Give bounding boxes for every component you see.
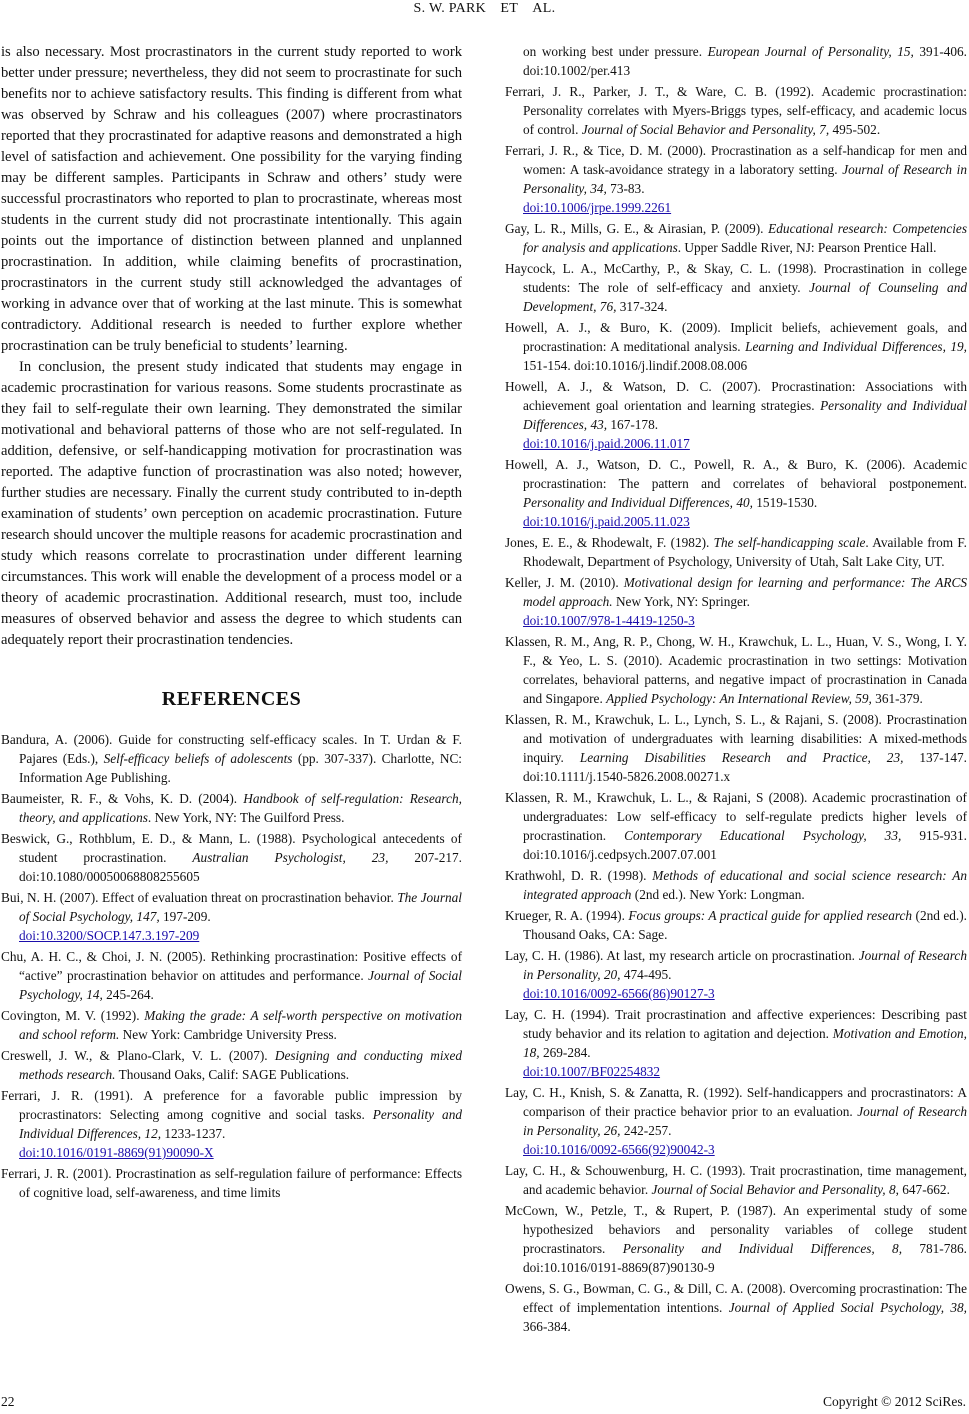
reference-entry [505,82,967,139]
reference-source-title: Methods of educational and social science research: An integrated approach [523,868,968,902]
doi-link[interactable]: doi:10.3200/SOCP.147.3.197-209 [19,928,200,943]
reference-source-title: Handbook of self-regulation: Research, theory, and applications [19,791,462,825]
reference-text: Jones, E. E., & Rhodewalt, F. (1982). [505,535,714,550]
reference-text: Klassen, R. M., Krawchuk, L. L., & Rajani, S (2008). Academic procrastination of undergraduates: Low self-efficacy to self-regulate predicts higher levels of procrastination. [505,790,967,843]
reference-text: 167-178. [607,417,659,432]
reference-text: Lay, C. H. (1994). Trait procrastination and affective experiences: Describing past study behavior and its relation to agitation and dejection. [505,1007,967,1041]
reference-source-title: Journal of Research in Personality, 20, [523,948,967,982]
reference-text: 207-217. doi:10.1080/00050068808255605 [19,850,462,884]
reference-text: . Upper Saddle River, NJ: Pearson Prentice Hall. [677,240,937,255]
reference-text: on working best under pressure. [523,44,708,59]
reference-entry [505,632,967,708]
reference-entry [505,906,967,944]
reference-source-title: Learning Disabilities Research and Practice, 23, [579,750,904,765]
reference-source-title: Contemporary Educational Psychology, 33, [624,828,902,843]
reference-source-title: Journal of Research in Personality, 34, [523,162,967,196]
reference-entry [505,1279,967,1336]
body-paragraph: is also necessary. Most procrastinators in the current study reported to work better under pressure; nevertheless, they did not seem to procrastinate for such benefits nor to achieve satisfactory results. This finding is different from what was observed by Schraw and his colleagues (2007) where procrastinators reported that they procrastinated for adaptive reasons and demonstrated a high level of satisfaction and achievement. One possibility for the varying finding may be different samples. Participants in Schraw and others’ study were successful procrastinators who reported to plan to procrastinate, whereas most students in the current study did not procrastinate intentionally. This again points out the importance of distinction between planned and unplanned procrastination. In addition, while claiming benefits of procrastination, procrastinators in the current study still acknowledged the advantages of working in advance over that of working at the last minute. This is somewhat contradictory. Additional research is needed to further explore whether procrastination can be truly beneficial to students’ learning. [1,44,462,354]
reference-text: 73-83. [606,181,645,196]
reference-source-title: Motivational design for learning and performance: The ARCS model approach. [523,575,968,609]
reference-text: 1519-1530. [752,495,818,510]
reference-text: Howell, A. J., Watson, D. C., Powell, R. A., & Buro, K. (2006). Academic procrastination: The pattern and correlates of behavioral postponement. [505,457,967,491]
reference-text: 317-324. [616,299,668,314]
reference-text: Lay, C. H., & Schouwenburg, H. C. (1993). Trait procrastination, time management, and academic behavior. [505,1163,967,1197]
reference-entry [1,947,462,1004]
reference-text: , 647-662. [895,1182,950,1197]
reference-text: New York: Cambridge University Press. [119,1027,337,1042]
reference-text: 474-495. [620,967,672,982]
reference-text: Howell, A. J., & Buro, K. (2009). Implicit beliefs, achievement goals, and procrastination: A meditational analysis. [505,320,967,354]
reference-source-title: Educational research: Competencies for analysis and applications [523,221,968,255]
reference-entry [505,788,967,864]
left-column [1,42,462,1204]
reference-text: Klassen, R. M., Krawchuk, L. L., Lynch, S. L., & Rajani, S. (2008). Procrastination and motivation of undergraduates with learning disabilities: A mixed-methods inquiry. [505,712,967,765]
doi-link[interactable]: doi:10.1016/j.paid.2005.11.023 [523,514,690,529]
reference-text: (2nd ed.). Thousand Oaks, CA: Sage. [523,908,967,942]
reference-text: 366-384. [523,1319,571,1334]
reference-text: Krueger, R. A. (1994). [505,908,629,923]
doi-link[interactable]: doi:10.1016/0191-8869(91)90090-X [19,1145,214,1160]
reference-entry [505,946,967,1003]
reference-text: 361-379. [871,691,923,706]
reference-source-title: Personality and Individual Differences, 12, [19,1107,462,1141]
reference-source-title: Personality and Individual Differences, 43, [523,398,967,432]
reference-source-title: Australian Psychologist, 23, [192,850,389,865]
reference-entry [505,141,967,217]
reference-entry [1,888,462,945]
reference-text: (2nd ed.). New York: Longman. [631,887,805,902]
reference-text: Gay, L. R., Mills, G. E., & Airasian, P. (2009). [505,221,769,236]
reference-source-title: Journal of Social Behavior and Personality, 7, [581,122,830,137]
reference-entry [505,42,967,80]
reference-entry [505,455,967,531]
reference-list-right [505,42,967,1336]
reference-text: 269-284. [539,1045,591,1060]
reference-text: 197-209. [159,909,211,924]
reference-source-title: Journal of Applied Social Psychology, 38, [728,1300,967,1315]
reference-text: Howell, A. J., & Watson, D. C. (2007). Procrastination: Associations with achievement goal orientation and learning strategies. [505,379,967,413]
doi-link[interactable]: doi:10.1016/j.paid.2006.11.017 [523,436,690,451]
reference-text: 245-264. [102,987,154,1002]
reference-text: Creswell, J. W., & Plano-Clark, V. L. (2007). [1,1048,275,1063]
reference-entry [1,789,462,827]
page-number: 22 [1,1394,15,1409]
doi-link[interactable]: doi:10.1006/jrpe.1999.2261 [523,200,672,215]
reference-entry [505,377,967,453]
reference-text: 781-786. doi:10.1016/0191-8869(87)90130-9 [523,1241,968,1275]
reference-source-title: The Journal of Social Psychology, 147, [19,890,462,924]
reference-text: 242-257. [620,1123,672,1138]
reference-source-title: Self-efficacy beliefs of adolescents [103,751,293,766]
copyright-notice: Copyright © 2012 SciRes. [822,1394,966,1409]
reference-entry [505,710,967,786]
reference-text: Krathwohl, D. R. (1998). [505,868,653,883]
reference-source-title: Journal of Social Behavior and Personality, 8 [651,1182,896,1197]
reference-text: Ferrari, J. R. (1991). A preference for a favorable public impression by procrastinators: Selecting among cognitive and social tasks. [1,1088,462,1122]
reference-entry [505,1005,967,1081]
reference-text: Covington, M. V. (1992). [1,1008,145,1023]
reference-entry [505,866,967,904]
reference-source-title: European Journal of Personality, 15, [707,44,914,59]
body-paragraph: In conclusion, the present study indicated that students may engage in academic procrastination for various reasons. Some students procrastinate as they fail to self-regulate their own learning. They demonstrated the similar motivational and behavioral patterns of those who are not self-regulated. In addition, defensive, or self-handicapping motivation for procrastination was reported. The adaptive function of procrastination was also noted; however, further studies are necessary. Finally the current study contributed to in-depth examination of students’ own perception on academic procrastination. Future research should uncover the multiple reasons for academic procrastination and study which reasons correlate to procrastination under different learning circumstances. This work will enable the development of a process model or a theory of academic procrastination. Additional research, must too, include measures of observed behavior and assess the degree to which students can adequately report their procrastination tendencies. [1,359,462,648]
reference-text: Lay, C. H., Knish, S. & Zanatta, R. (1992). Self-handicappers and procrastinators: A comparison of their practice behavior prior to an evaluation. [505,1085,967,1119]
reference-entry [505,318,967,375]
reference-entry [1,1046,462,1084]
doi-link[interactable]: doi:10.1007/978-1-4419-1250-3 [523,613,695,628]
reference-entry [505,259,967,316]
reference-source-title: Journal of Research in Personality, 26, [523,1104,968,1138]
reference-source-title: Personality and Individual Differences, 40, [523,495,753,510]
reference-text: Baumeister, R. F., & Vohs, K. D. (2004). [1,791,244,806]
reference-source-title: Designing and conducting mixed methods research. [19,1048,462,1082]
reference-source-title: Motivation and Emotion, 18, [523,1026,967,1060]
reference-text: Ferrari, J. R., Parker, J. T., & Ware, C. B. (1992). Academic procrastination: Personality correlates with Myers-Briggs types, self-efficacy, and academic locus of control. [505,84,967,137]
reference-source-title: Journal of Social Psychology, 14, [19,968,462,1002]
reference-text: Lay, C. H. (1986). At last, my research article on procrastination. [505,948,859,963]
reference-entry [1,1164,462,1202]
reference-text: Owens, S. G., Bowman, C. G., & Dill, C. A. (2008). Overcoming procrastination: The effect of implementation intentions. [505,1281,967,1315]
reference-entry [505,1083,967,1159]
reference-source-title: Focus groups: A practical guide for applied research [628,908,913,923]
reference-text: 1233-1237. [161,1126,226,1141]
references-heading: REFERENCES [161,688,302,710]
doi-link[interactable]: doi:10.1016/0092-6566(86)90127-3 [523,986,715,1001]
reference-entry [1,829,462,886]
reference-text: Thousand Oaks, Calif: SAGE Publications. [115,1067,350,1082]
reference-entry [505,219,967,257]
right-column [505,42,967,1338]
reference-text: Bandura, A. (2006). Guide for constructing self-efficacy scales. In T. Urdan & F. Pajares (Eds.), [1,732,462,766]
reference-entry [505,533,967,571]
reference-text: . Available from F. Rhodewalt, Department of Psychology, University of Utah, Salt Lake City, UT. [523,535,967,569]
reference-entry [1,1086,462,1162]
reference-entry [1,730,462,787]
reference-text: Beswick, G., Rothblum, E. D., & Mann, L. (1988). Psychological antecedents of student procrastination. [1,831,462,865]
reference-source-title: Making the grade: A self-worth perspective on motivation and school reform. [19,1008,462,1042]
reference-entry [1,1006,462,1044]
reference-source-title: Personality and Individual Differences, 8, [622,1241,903,1256]
reference-text: Ferrari, J. R., & Tice, D. M. (2000). Procrastination as a self-handicap for men and women: A task-avoidance strategy in a laboratory setting. [505,143,967,177]
reference-entry [505,1161,967,1199]
reference-text: 151-154. doi:10.1016/j.lindif.2008.08.006 [523,358,748,373]
doi-link[interactable]: doi:10.1007/BF02254832 [523,1064,661,1079]
reference-entry [505,573,967,630]
reference-text: Keller, J. M. (2010). [505,575,624,590]
reference-source-title: Journal of Counseling and Development, 76, [523,280,967,314]
reference-source-title: The self-handicapping scale [713,535,866,550]
reference-text: . New York, NY: The Guilford Press. [147,810,345,825]
reference-text: McCown, W., Petzle, T., & Rupert, P. (1987). An experimental study of some hypothesized behaviors and personality variables of college student procrastinators. [505,1203,967,1256]
reference-text: Haycock, L. A., McCarthy, P., & Skay, C. L. (1998). Procrastination in college students: The role of self-efficacy and anxiety. [505,261,967,295]
reference-source-title: Learning and Individual Differences, 19, [745,339,968,354]
reference-entry [505,1201,967,1277]
reference-source-title: Applied Psychology: An International Review, 59, [606,691,872,706]
reference-text: Klassen, R. M., Ang, R. P., Chong, W. H., Krawchuk, L. L., Huan, V. S., Wong, I. Y. F., & Yeo, L. S. (2010). Academic procrastination in two settings: Motivation correlates, behavioral patterns, and negative impact of procrastination in Canada and Singapore. [505,634,967,706]
reference-text: 915-931. doi:10.1016/j.cedpsych.2007.07.001 [523,828,967,862]
reference-text: Ferrari, J. R. (2001). Procrastination as self-regulation failure of performance: Effects of cognitive load, self-awareness, and time limits [1,1166,462,1200]
reference-list-left [1,730,462,1202]
reference-text: 495-502. [829,122,881,137]
doi-link[interactable]: doi:10.1016/0092-6566(92)90042-3 [523,1142,715,1157]
reference-text: New York, NY: Springer. [612,594,750,609]
reference-text: 137-147. doi:10.1111/j.1540-5826.2008.00271.x [523,750,968,784]
running-head: S. W. PARK ET AL. [413,1,556,16]
reference-text: 391-406. doi:10.1002/per.413 [523,44,968,78]
reference-text: (pp. 307-337). Charlotte, NC: Information Age Publishing. [19,751,463,785]
reference-text: Chu, A. H. C., & Choi, J. N. (2005). Rethinking procrastination: Positive effects of “active” procrastination behavior on attitudes and performance. [1,949,462,983]
reference-text: Bui, N. H. (2007). Effect of evaluation threat on procrastination behavior. [1,890,398,905]
